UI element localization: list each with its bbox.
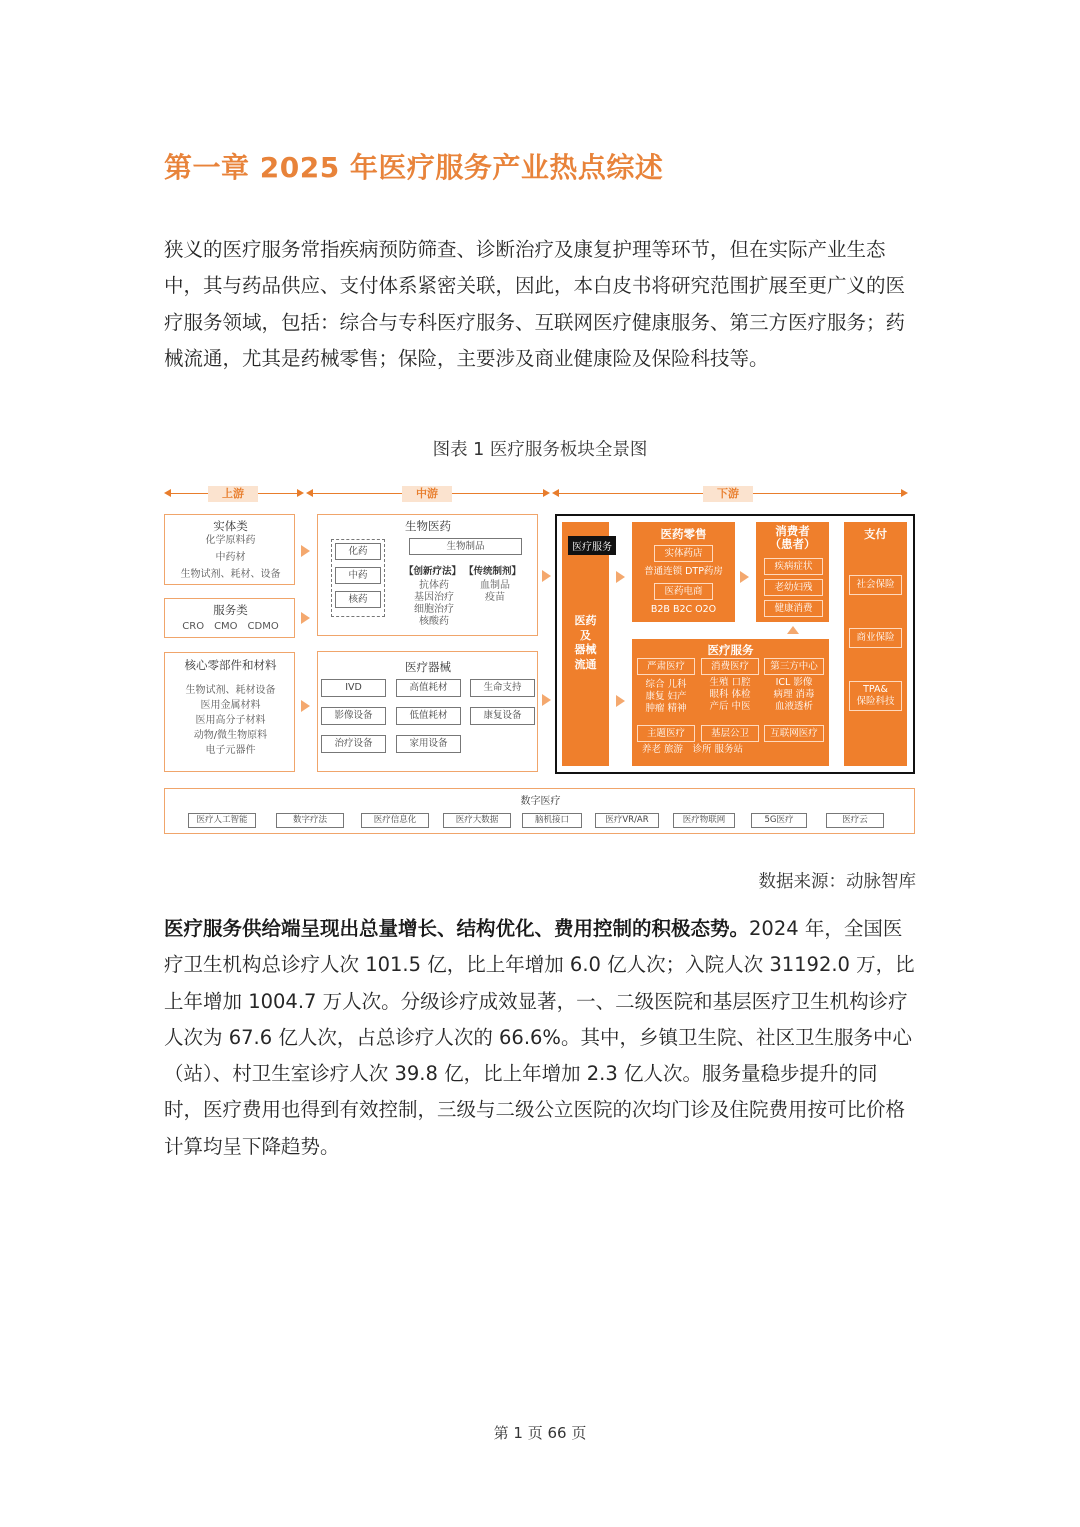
retail-store: 实体药店 (654, 545, 713, 562)
digital-item: 医疗VR/AR (595, 813, 659, 828)
core-item: 医用金属材料 (200, 700, 261, 711)
bio-title: 生物医药 (405, 519, 451, 533)
arrow-right-icon (297, 489, 304, 497)
supply-paragraph-body: 2024 年，全国医疗卫生机构总诊疗人次 101.5 亿，比上年增加 6.0 亿人次；入院人次 31192.0 万，比上年增加 1004.7 万人次。分级诊疗成效显著，一、二级医院和基层医疗卫生机构诊疗人次为 67.6 亿人次，占总诊疗人次的 66.6%。其中，乡镇卫生院、社区卫生服务中心（站）、村卫生室诊疗人次 39.8 亿，比上年增加 2.3 亿人次。服务量稳步提升的同时，医疗费用也得到有效控制，三级与二级公立医院的次均门诊及住院费用按可比价格计算均呈下降趋势。 (164, 917, 915, 1158)
devices-title: 医疗器械 (405, 660, 451, 674)
core-title: 核心零部件和材料 (184, 658, 277, 672)
core-item: 动物/微生物原料 (193, 730, 268, 741)
flow-arrow-icon (616, 571, 625, 583)
consumer-item: 健康消费 (764, 600, 823, 617)
stage-upstream: 上游 (208, 486, 258, 502)
device-item: 家用设备 (396, 735, 461, 753)
physical-title: 实体类 (213, 519, 248, 533)
consumer-item: 老幼妇残 (764, 579, 823, 596)
device-item: 影像设备 (321, 707, 386, 725)
service-tab: 严肃医疗 (637, 658, 695, 675)
device-item: 生命支持 (470, 679, 535, 697)
device-item: 康复设备 (470, 707, 535, 725)
digital-title: 数字医疗 (520, 796, 561, 807)
flow-arrow-icon (616, 695, 625, 707)
device-item: 高值耗材 (396, 679, 461, 697)
stage-midstream: 中游 (402, 486, 452, 502)
flow-arrow-icon (542, 570, 551, 582)
upstream-physical-box (164, 514, 295, 585)
service-bottom-tab: 互联网医疗 (764, 725, 824, 742)
innovative-item: 细胞治疗 (414, 604, 454, 615)
serious-medical-items: 综合 儿科 康复 妇产 肿瘤 精神 (645, 679, 687, 714)
retail-title: 医药零售 (660, 527, 707, 541)
service-tab: 第三方中心 (764, 658, 824, 675)
digital-item: 医疗物联网 (673, 813, 735, 828)
biologics-box: 生物制品 (409, 538, 522, 555)
service-bottom-text: 养老 旅游 诊所 服务站 (642, 744, 744, 755)
digital-item: 脑机接口 (522, 813, 582, 828)
device-item: 治疗设备 (321, 735, 386, 753)
payment-item: 社会保险 (849, 575, 902, 595)
physical-item: 化学原料药 (205, 535, 256, 546)
innovative-item: 基因治疗 (414, 592, 454, 603)
physical-item: 中药材 (215, 552, 246, 563)
digital-item: 数字疗法 (276, 813, 344, 828)
arrow-left-icon (164, 489, 171, 497)
arrow-right-icon (901, 489, 908, 497)
industry-panorama-diagram (164, 484, 916, 836)
third-party-items: ICL 影像 病理 消毒 血液透析 (773, 677, 815, 712)
innovative-item: 核酸药 (419, 616, 449, 627)
stage-downstream: 下游 (703, 486, 753, 502)
retail-store-types: 普通连锁 DTP药房 (644, 566, 723, 577)
flow-arrow-icon (301, 700, 310, 712)
service-bottom-tab: 主题医疗 (637, 725, 695, 742)
core-item: 医用高分子材料 (195, 715, 266, 726)
bio-medicine-box (317, 514, 538, 636)
upstream-service-box (164, 598, 295, 638)
arrow-left-icon (306, 489, 313, 497)
digital-item: 医疗信息化 (361, 813, 429, 828)
service-items: CRO CMO CDMO (182, 621, 279, 632)
traditional-item: 血制品 (480, 580, 510, 591)
service-tab: 消费医疗 (701, 658, 759, 675)
consumer-item: 疾病症状 (764, 558, 823, 575)
device-item: IVD (321, 679, 386, 697)
service-title: 服务类 (213, 603, 248, 617)
bio-item-nuclear: 核药 (335, 591, 381, 608)
traditional-label: 【传统制剂】 (464, 566, 522, 577)
medical-service-tag: 医疗服务 (568, 536, 616, 555)
payment-title: 支付 (864, 527, 887, 541)
retail-ecommerce: 医药电商 (654, 583, 713, 600)
flow-up-arrow-icon (787, 626, 799, 634)
retail-ecommerce-types: B2B B2C O2O (650, 604, 717, 615)
innovative-item: 抗体药 (419, 580, 449, 591)
innovative-label: 【创新疗法】 (404, 566, 462, 577)
flow-arrow-icon (301, 612, 310, 624)
consumer-medical-items: 生殖 口腔 眼科 体检 产后 中医 (709, 677, 751, 712)
bio-item-tcm: 中药 (335, 567, 381, 584)
supply-paragraph-lead: 医疗服务供给端呈现出总量增长、结构优化、费用控制的积极态势。 (164, 917, 750, 940)
digital-item: 5G医疗 (751, 813, 807, 828)
device-item: 低值耗材 (396, 707, 461, 725)
supply-paragraph (164, 911, 916, 1165)
flow-arrow-icon (301, 545, 310, 557)
digital-item: 医疗人工智能 (188, 813, 256, 828)
figure-caption: 图表 1 医疗服务板块全景图 (432, 440, 648, 460)
service-bottom-tab: 基层公卫 (701, 725, 759, 742)
core-item: 电子元器件 (205, 745, 256, 756)
upstream-core-box (164, 652, 295, 772)
chapter-title: 第一章 2025 年医疗服务产业热点综述 (164, 151, 664, 184)
payment-item: 商业保险 (849, 628, 902, 648)
flow-arrow-icon (542, 694, 551, 706)
bio-item-chemical: 化药 (335, 543, 381, 560)
service-box-title: 医疗服务 (707, 643, 754, 657)
medical-devices-box (317, 651, 538, 772)
core-item: 生物试剂、耗材设备 (185, 685, 276, 696)
data-source: 数据来源：动脉智库 (758, 872, 916, 892)
physical-item: 生物试剂、耗材、设备 (180, 569, 281, 580)
digital-item: 医疗云 (826, 813, 884, 828)
consumer-title: 消费者 （患者） (769, 524, 816, 551)
distribution-label: 医药 及 器械 流通 (574, 614, 597, 671)
page-footer: 第 1 页 66 页 (493, 1424, 587, 1442)
arrow-right-icon (543, 489, 550, 497)
arrow-left-icon (552, 489, 559, 497)
traditional-item: 疫苗 (485, 592, 505, 603)
flow-arrow-icon (740, 571, 749, 583)
payment-item: TPA& 保险科技 (849, 681, 902, 711)
intro-paragraph: 狭义的医疗服务常指疾病预防筛查、诊断治疗及康复护理等环节，但在实际产业生态中，其与药品供应、支付体系紧密关联，因此，本白皮书将研究范围扩展至更广义的医疗服务领域，包括：综合与专科医疗服务、互联网医疗健康服务、第三方医疗服务；药械流通，尤其是药械零售；保险，主要涉及商业健康险及保险科技等。 (164, 238, 906, 370)
digital-item: 医疗大数据 (443, 813, 511, 828)
